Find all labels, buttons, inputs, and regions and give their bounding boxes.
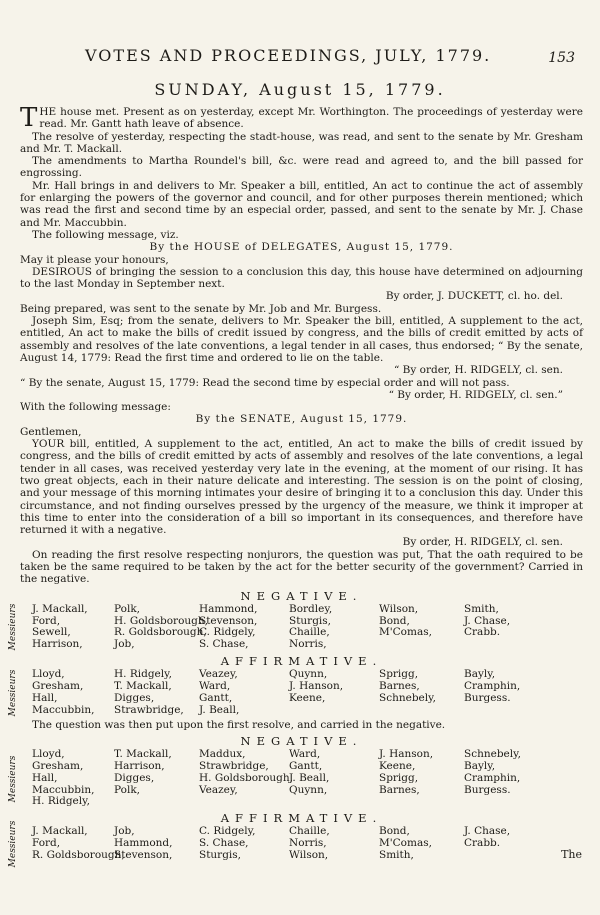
member-name: Lloyd, bbox=[32, 748, 65, 761]
member-name: Keene, bbox=[379, 759, 416, 772]
member-name: Chaille, bbox=[289, 626, 330, 639]
member-name: Smith, bbox=[464, 602, 499, 615]
salutation: Gentlemen, bbox=[20, 425, 82, 438]
messieurs-label: Messieurs bbox=[7, 604, 18, 651]
member-name: R. Goldsborough, bbox=[114, 626, 207, 639]
catchword: The bbox=[561, 848, 582, 861]
member-name bbox=[289, 796, 379, 808]
member-name: Crabb. bbox=[464, 837, 501, 850]
member-name: J. Mackall, bbox=[32, 602, 88, 615]
member-name: J. Beall, bbox=[199, 703, 240, 716]
member-name: Burgess. bbox=[464, 691, 511, 704]
member-name: Schnebely, bbox=[464, 748, 521, 761]
member-name: Bayly, bbox=[464, 668, 496, 681]
vote-block bbox=[7, 748, 583, 808]
member-name: Sturgis, bbox=[199, 849, 241, 862]
message-text: DESIROUS of bringing the session to a conclusion this day, this house have determined on adjourning to the last Monday in September next. bbox=[20, 265, 583, 291]
member-name: Norris, bbox=[289, 837, 327, 850]
member-name: Maddux, bbox=[199, 748, 246, 761]
member-name: Quynn, bbox=[289, 783, 328, 796]
member-name: C. Ridgely, bbox=[199, 825, 256, 838]
member-name: J. Mackall, bbox=[32, 825, 88, 838]
member-name: Hammond, bbox=[199, 602, 258, 615]
member-name bbox=[379, 639, 464, 651]
member-name: Maccubbin, bbox=[32, 783, 95, 796]
member-name: Sturgis, bbox=[289, 614, 331, 627]
order-line: By order, H. RIDGELY, cl. sen. bbox=[402, 536, 563, 549]
member-name: Gantt, bbox=[289, 759, 323, 772]
member-name: Ford, bbox=[32, 614, 61, 627]
member-name: Sprigg, bbox=[379, 771, 419, 784]
member-name: T. Mackall, bbox=[114, 748, 172, 761]
member-name bbox=[114, 796, 199, 808]
member-name: Sprigg, bbox=[379, 668, 419, 681]
member-name: Digges, bbox=[114, 771, 155, 784]
drop-cap: T bbox=[20, 103, 38, 133]
member-name: Crabb. bbox=[464, 626, 501, 639]
paragraph: The amendments to Martha Roundel's bill, &c. were read and agreed to, and the bill passed for engrossing. bbox=[20, 155, 583, 180]
member-name: Veazey, bbox=[199, 783, 238, 796]
page-header bbox=[55, 46, 575, 72]
page-number: 153 bbox=[548, 50, 575, 66]
member-name bbox=[199, 796, 289, 808]
member-name: Ward, bbox=[289, 748, 321, 761]
paragraph: The following message, viz. bbox=[32, 228, 179, 241]
opening-paragraph: THE house met. Present as on yesterday, except Mr. Worthington. The proceedings of yesterday were read. Mr. Gantt hath leave of absence. bbox=[20, 103, 583, 133]
member-name: Strawbridge, bbox=[114, 703, 184, 716]
paragraph: The question was then put upon the first resolve, and carried in the negative. bbox=[32, 718, 446, 731]
paragraph: “ By the senate, August 15, 1779: Read the second time by especial order and will not pass. bbox=[20, 376, 510, 389]
paragraph: Mr. Hall brings in and delivers to Mr. Speaker a bill, entitled, An act to continue the act of assembly for enlarging the powers of the governor and council, and for other purposes therein mentioned; which was read the first and second time by an especial order, passed, and sent to the senate by Mr. J. Chase and Mr. Maccubbin. bbox=[20, 179, 583, 229]
member-name: J. Hanson, bbox=[289, 680, 344, 693]
member-name: S. Chase, bbox=[199, 638, 249, 651]
paragraph: Being prepared, was sent to the senate by Mr. Job and Mr. Burgess. bbox=[20, 302, 382, 315]
vote-block bbox=[7, 820, 583, 868]
member-name: Gresham, bbox=[32, 680, 84, 693]
member-name: Wilson, bbox=[289, 849, 329, 862]
member-name: H. Ridgely, bbox=[114, 668, 172, 681]
member-name: Gantt, bbox=[199, 691, 233, 704]
member-name: Polk, bbox=[114, 783, 141, 796]
vote-block bbox=[7, 602, 583, 651]
member-name: Smith, bbox=[379, 849, 414, 862]
member-name: Bordley, bbox=[289, 602, 333, 615]
member-name: T. Mackall, bbox=[114, 680, 172, 693]
member-name: H. Ridgely, bbox=[32, 795, 90, 808]
member-name: Hall, bbox=[32, 691, 58, 704]
senate-heading: By the SENATE, August 15, 1779. bbox=[195, 413, 408, 426]
member-name: Maccubbin, bbox=[32, 703, 95, 716]
order-line: “ By order, H. RIDGELY, cl. sen.” bbox=[388, 388, 563, 401]
member-name bbox=[464, 639, 544, 651]
member-name: Harrison, bbox=[32, 638, 83, 651]
member-name bbox=[289, 705, 379, 717]
member-name: M'Comas, bbox=[379, 837, 432, 850]
house-heading: By the HOUSE of DELEGATES, August 15, 1779. bbox=[149, 241, 454, 254]
member-name: J. Chase, bbox=[464, 825, 511, 838]
member-name: Stevenson, bbox=[114, 849, 173, 862]
name-grid bbox=[20, 604, 583, 651]
paragraph: With the following message: bbox=[20, 401, 171, 414]
member-name: Barnes, bbox=[379, 783, 420, 796]
member-name: Chaille, bbox=[289, 825, 330, 838]
member-name: J. Hanson, bbox=[379, 748, 434, 761]
member-name: Norris, bbox=[289, 638, 327, 651]
member-name: Burgess. bbox=[464, 783, 511, 796]
member-name: Cramphin, bbox=[464, 680, 521, 693]
member-name: Digges, bbox=[114, 691, 155, 704]
member-name bbox=[464, 705, 544, 717]
vote-title: AFFIRMATIVE. bbox=[220, 811, 383, 826]
member-name: Hammond, bbox=[114, 837, 173, 850]
message-text: YOUR bill, entitled, A supplement to the act, entitled, An act to make the bills of credit issued by congress, and the bills of credit emitted by acts of assembly and resolves of the late conventions, a legal tender in all cases, was received yesterday very late in the evening, at the moment of our rising. It has two great objects, each in their nature delicate and interesting. The session is on the point of closing, and your message of this morning intimates your desire of bringing it to a conclusion this day. Under this circumstance, and not finding ourselves pressed by the urgency of the measure, we think it improper at this time to enter into the consideration of a bill so important in its consequences, and therefore have returned it with a negative. bbox=[20, 438, 583, 537]
vote-title: AFFIRMATIVE. bbox=[220, 654, 383, 669]
member-name: C. Ridgely, bbox=[199, 626, 256, 639]
member-name: Harrison, bbox=[114, 759, 165, 772]
day-heading: SUNDAY, August 15, 1779. bbox=[154, 80, 446, 99]
member-name: Keene, bbox=[289, 691, 326, 704]
member-name: Hall, bbox=[32, 771, 58, 784]
member-name: H. Goldsborough, bbox=[199, 771, 293, 784]
messieurs-label: Messieurs bbox=[7, 669, 18, 717]
member-name: R. Goldsborough, bbox=[32, 849, 125, 862]
member-name: Stevenson, bbox=[199, 614, 258, 627]
member-name bbox=[464, 850, 544, 862]
order-line: “ By order, H. RIDGELY, cl. sen. bbox=[393, 364, 563, 377]
member-name: H. Goldsborough, bbox=[114, 614, 208, 627]
member-name: Barnes, bbox=[379, 680, 420, 693]
member-name: Sewell, bbox=[32, 626, 71, 639]
member-name: Ford, bbox=[32, 837, 61, 850]
messieurs-label: Messieurs bbox=[7, 755, 18, 802]
vote-block bbox=[7, 668, 583, 717]
member-name: Polk, bbox=[114, 602, 141, 615]
member-name: Cramphin, bbox=[464, 771, 521, 784]
name-grid bbox=[20, 826, 583, 861]
member-name: Wilson, bbox=[379, 602, 419, 615]
member-name: Gresham, bbox=[32, 759, 84, 772]
member-name: J. Chase, bbox=[464, 614, 511, 627]
member-name: Ward, bbox=[199, 680, 231, 693]
member-name: Schnebely, bbox=[379, 691, 436, 704]
messieurs-label: Messieurs bbox=[7, 820, 18, 868]
member-name: Job, bbox=[114, 825, 135, 838]
paragraph: The resolve of yesterday, respecting the stadt-house, was read, and sent to the senate by Mr. Gresham and Mr. T. Mackall. bbox=[20, 130, 583, 155]
member-name: Lloyd, bbox=[32, 668, 65, 681]
running-title: VOTES AND PROCEEDINGS, JULY, 1779. bbox=[85, 46, 492, 65]
name-grid bbox=[20, 669, 583, 716]
document-body bbox=[7, 103, 583, 868]
member-name: Veazey, bbox=[199, 668, 238, 681]
paragraph: On reading the first resolve respecting nonjurors, the question was put, That the oath required to be taken be the same required to be taken by the act for the better security of the government? Carried in the negative. bbox=[20, 548, 583, 586]
member-name: S. Chase, bbox=[199, 837, 249, 850]
member-name bbox=[464, 796, 544, 808]
member-name: Bond, bbox=[379, 825, 410, 838]
vote-title: NEGATIVE. bbox=[240, 588, 363, 603]
name-grid bbox=[20, 749, 583, 808]
member-name: Job, bbox=[114, 638, 135, 651]
member-name: J. Beall, bbox=[289, 771, 330, 784]
member-name: Quynn, bbox=[289, 668, 328, 681]
paragraph: Joseph Sim, Esq; from the senate, delivers to Mr. Speaker the bill, entitled, A supplement to the act, entitled, An act to make the bills of credit issued by congress, and the bills of credit emitted by acts of assembly and resolves of the late conventions, a legal tender in all cases, thus endorsed; “ By the senate, August 14, 1779: Read the first time and ordered to lie on the table. bbox=[20, 315, 583, 364]
member-name: Bond, bbox=[379, 614, 410, 627]
member-name: Strawbridge, bbox=[199, 759, 269, 772]
member-name: Bayly, bbox=[464, 759, 496, 772]
member-name bbox=[379, 796, 464, 808]
vote-title: NEGATIVE. bbox=[240, 733, 363, 748]
member-name: M'Comas, bbox=[379, 626, 432, 639]
order-line: By order, J. DUCKETT, cl. ho. del. bbox=[385, 290, 563, 303]
salutation: May it please your honours, bbox=[20, 253, 169, 266]
member-name bbox=[379, 705, 464, 717]
